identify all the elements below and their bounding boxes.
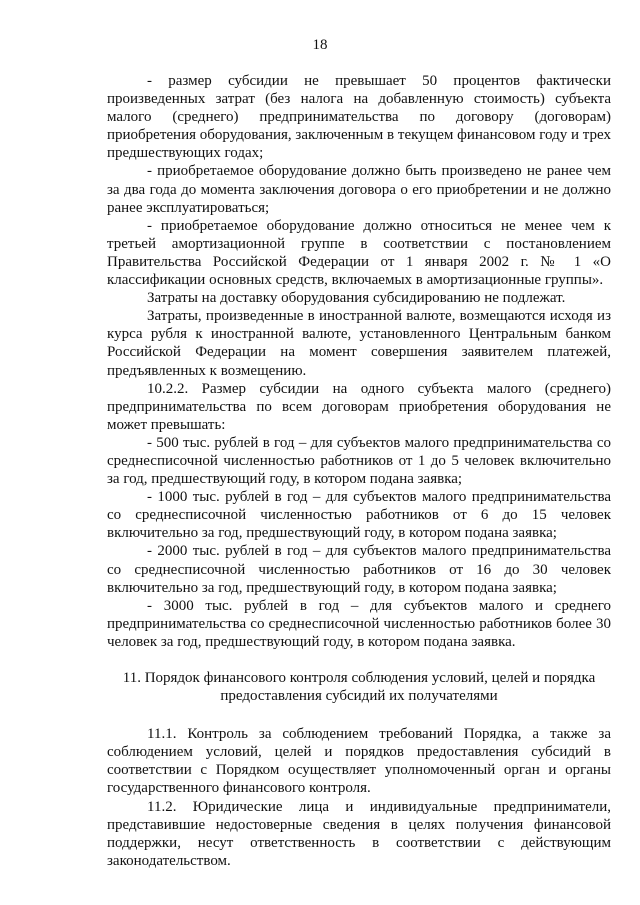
paragraph-limit-2000: - 2000 тыс. рублей в год – для субъектов малого предпринимательства со среднесписочной численностью работников от 16 до 30 человек включительно за год, предшествующий году, в котором подана заявка; bbox=[107, 543, 611, 596]
paragraph-equipment-age: - приобретаемое оборудование должно быть произведено не ранее чем за два года до момента заключения договора о его приобретении и не должно ранее эксплуатироваться; bbox=[107, 163, 611, 216]
paragraph-limit-1000: - 1000 тыс. рублей в год – для субъектов малого предпринимательства со среднесписочной численностью работников от 6 до 15 человек включительно за год, предшествующий году, в котором подана заявка; bbox=[107, 489, 611, 542]
page-number: 18 bbox=[312, 37, 328, 53]
paragraph-limit-500: - 500 тыс. рублей в год – для субъектов малого предпринимательства со среднесписочной численностью работников от 1 до 5 человек включительно за год, предшествующий году, в котором подана заявка; bbox=[107, 434, 611, 488]
paragraph-11-2: 11.2. Юридические лица и индивидуальные предприниматели, представившие недостоверные сведения в целях получения финансовой поддержки, несут ответственность в соответствии с действующим законодательством. bbox=[107, 798, 611, 869]
section-heading-11: 11. Порядок финансового контроля соблюдения условий, целей и порядка предоставления субсидий их получателями bbox=[122, 670, 596, 705]
paragraph-limit-3000: - 3000 тыс. рублей в год – для субъектов малого и среднего предпринимательства со среднесписочной численностью работников более 30 человек за год, предшествующий году, в котором подана заявка. bbox=[107, 597, 611, 650]
paragraph-10-2-2: 10.2.2. Размер субсидии на одного субъекта малого (среднего) предпринимательства по всем договорам приобретения оборудования не может превышать: bbox=[107, 380, 611, 433]
document-body bbox=[107, 72, 611, 870]
paragraph-foreign-currency: Затраты, произведенные в иностранной валюте, возмещаются исходя из курса рубля к иностранной валюте, установленного Центральным банком Российской Федерации на момент совершения заявителем платежей, предъявленных к возмещению. bbox=[107, 308, 611, 379]
paragraph-11-1: 11.1. Контроль за соблюдением требований Порядка, а также за соблюдением условий, целей и порядков предоставления субсидий в соответствии с Порядком осуществляет уполномоченный орган и органы государственного финансового контроля. bbox=[107, 726, 611, 797]
paragraph-subsidy-limit-50-percent: - размер субсидии не превышает 50 процентов фактически произведенных затрат (без налога на добавленную стоимость) субъекта малого (среднего) предпринимательства по договору (договорам) приобретения оборудования, заключенным в текущем финансовом году и трех предшествующих годах; bbox=[107, 73, 611, 162]
paragraph-depreciation-group: - приобретаемое оборудование должно относиться не менее чем к третьей амортизационной группе в соответствии с постановлением Правительства Российской Федерации от 1 января 2002 г. № 1 «О классификации основных средств, включаемых в амортизационные группы». bbox=[107, 217, 611, 289]
paragraph-delivery-costs: Затраты на доставку оборудования субсидированию не подлежат. bbox=[147, 290, 566, 307]
